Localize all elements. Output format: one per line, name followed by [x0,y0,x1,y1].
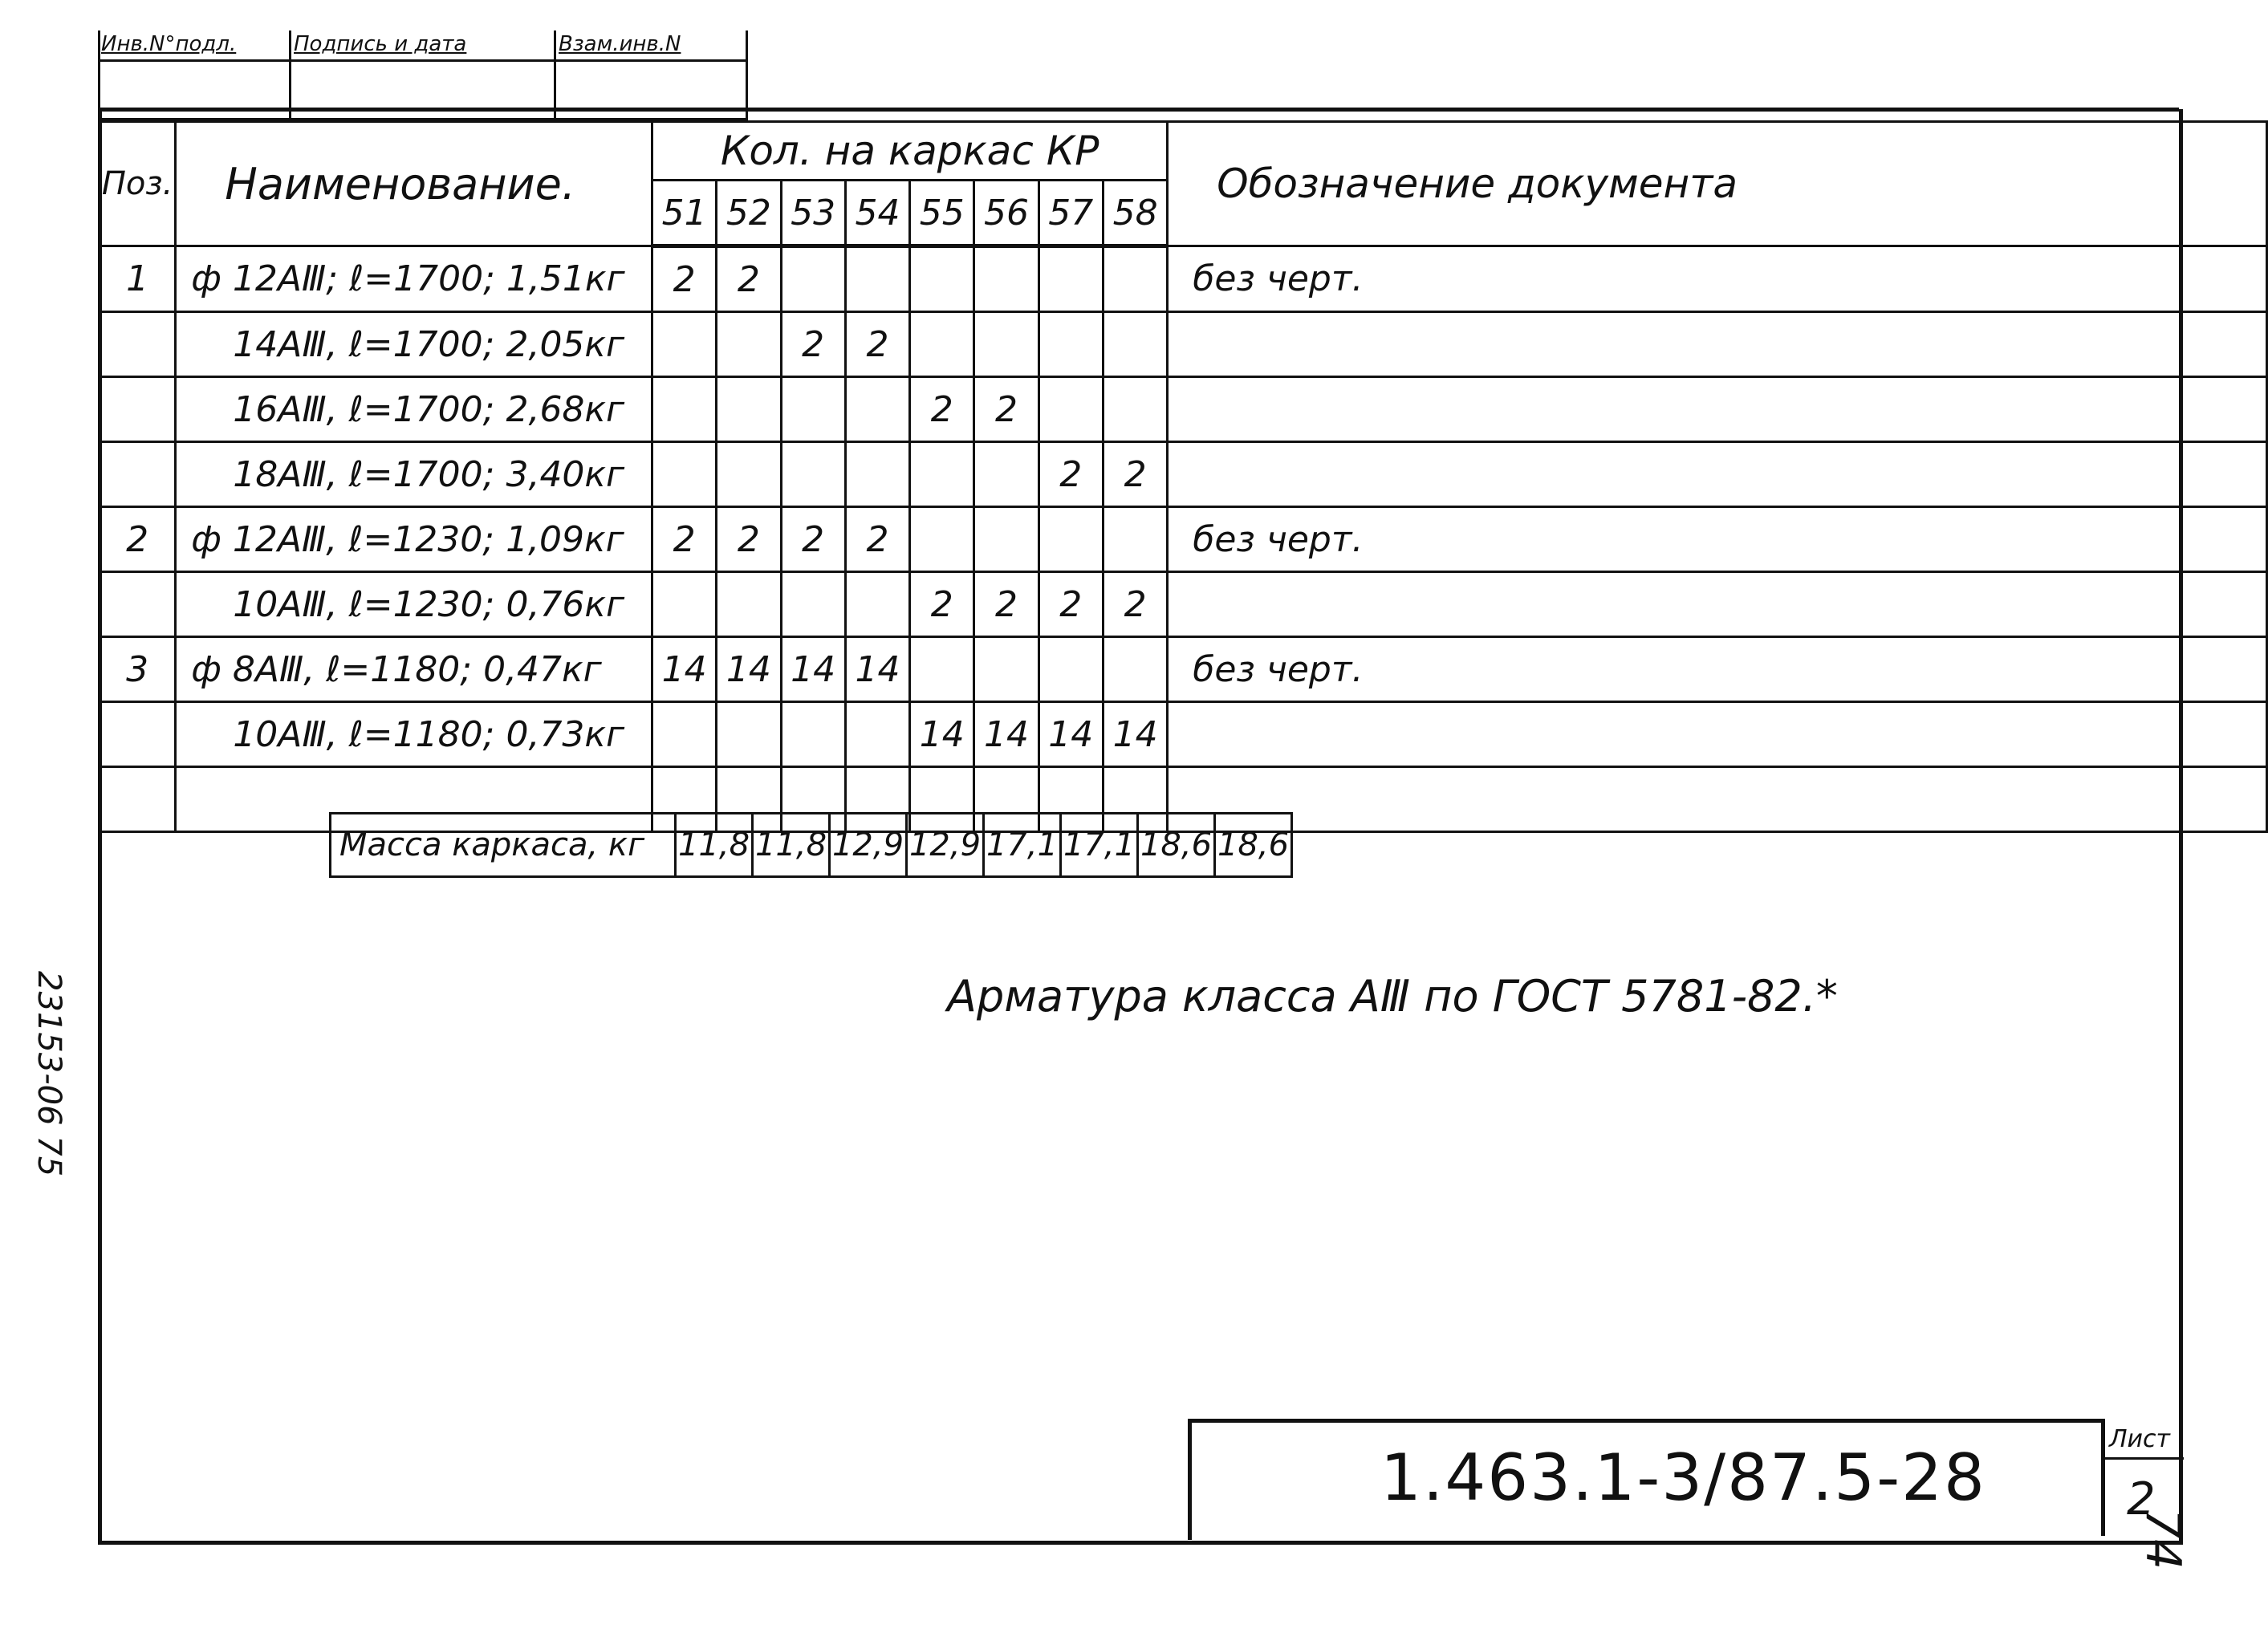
qty-cell [845,572,909,637]
qty-cell [910,442,974,507]
qty-col-header: 52 [717,181,781,246]
qty-cell [1038,377,1103,442]
qty-col-header: 57 [1038,181,1103,246]
specification-table [98,120,2268,833]
table-row [100,312,2267,377]
col-doc-header: Обозначение документа [1168,122,2267,246]
qty-cell [974,442,1038,507]
qty-cell [652,377,716,442]
qty-cell [652,312,716,377]
qty-cell [1038,246,1103,312]
qty-cell [1038,637,1103,702]
mass-value: 18,6 [1138,814,1215,877]
mass-row [329,812,1293,878]
qty-cell [717,442,781,507]
doc-cell [1168,702,2267,767]
position-cell [100,377,176,442]
qty-cell: 2 [1038,442,1103,507]
document-code: 1.463.1-3/87.5-28 [1380,1440,1986,1515]
position-cell: 3 [100,637,176,702]
mass-value: 11,8 [676,814,753,877]
stamp-header-inv: Инв.N°подл. [101,32,237,56]
qty-cell [974,507,1038,572]
doc-cell [1168,377,2267,442]
col-name-header: Наименование. [176,122,652,246]
doc-cell [1168,767,2267,832]
qty-cell [781,246,845,312]
mass-value: 17,1 [984,814,1061,877]
position-cell [100,442,176,507]
side-inventory-number: 23153-06 75 [30,971,67,1177]
qty-col-header: 51 [652,181,716,246]
name-cell: 10АⅢ, ℓ=1230; 0,76кг [176,572,652,637]
table-row [100,702,2267,767]
qty-cell: 2 [1103,442,1167,507]
qty-cell: 2 [781,507,845,572]
qty-cell [781,442,845,507]
qty-cell [781,702,845,767]
position-cell [100,767,176,832]
qty-cell [781,572,845,637]
name-cell: ф 12АⅢ, ℓ=1230; 1,09кг [176,507,652,572]
qty-cell: 2 [652,246,716,312]
qty-cell: 14 [974,702,1038,767]
qty-cell: 14 [845,637,909,702]
position-cell [100,312,176,377]
mass-value: 12,9 [907,814,984,877]
qty-cell [717,312,781,377]
qty-cell [1103,377,1167,442]
doc-cell [1168,572,2267,637]
sheet-label: Лист [2109,1425,2171,1453]
qty-cell [1038,507,1103,572]
rebar-note: Арматура класса АⅢ по ГОСТ 5781-82.* [947,971,1838,1022]
position-cell [100,572,176,637]
table-row [100,377,2267,442]
qty-cell: 2 [974,377,1038,442]
doc-cell [1168,442,2267,507]
qty-cell: 14 [1103,702,1167,767]
table-row [100,442,2267,507]
qty-cell [1103,637,1167,702]
qty-cell [781,377,845,442]
qty-cell [910,637,974,702]
name-cell: ф 12АⅢ; ℓ=1700; 1,51кг [176,246,652,312]
qty-cell: 2 [1038,572,1103,637]
qty-cell [974,246,1038,312]
qty-cell [974,637,1038,702]
name-cell: ф 8АⅢ, ℓ=1180; 0,47кг [176,637,652,702]
qty-col-header: 55 [910,181,974,246]
qty-cell: 14 [781,637,845,702]
qty-cell: 14 [1038,702,1103,767]
position-cell: 1 [100,246,176,312]
qty-cell: 2 [845,507,909,572]
qty-col-header: 54 [845,181,909,246]
col-qty-header: Кол. на каркас КР [652,122,1167,181]
sheet-number: 2 [2127,1473,2156,1525]
qty-cell [652,572,716,637]
doc-cell: без черт. [1168,246,2267,312]
qty-cell [652,702,716,767]
qty-cell [845,702,909,767]
table-row [100,246,2267,312]
doc-cell: без черт. [1168,637,2267,702]
qty-cell: 14 [652,637,716,702]
qty-cell: 2 [717,246,781,312]
position-cell [100,702,176,767]
qty-cell [845,246,909,312]
qty-cell [845,377,909,442]
qty-cell [717,572,781,637]
col-pos-header: Поз. [100,122,176,246]
qty-cell [974,312,1038,377]
qty-cell [652,442,716,507]
qty-cell: 14 [910,702,974,767]
mass-value: 11,8 [753,814,830,877]
stamp-header-sign: Подпись и дата [294,32,467,56]
qty-cell [910,507,974,572]
qty-cell [717,702,781,767]
qty-cell: 2 [652,507,716,572]
qty-cell [717,377,781,442]
page-number: 74 [2135,1509,2191,1570]
name-cell: 18АⅢ, ℓ=1700; 3,40кг [176,442,652,507]
stamp-header-replace: Взам.инв.N [559,32,681,56]
qty-cell [1038,312,1103,377]
mass-value: 17,1 [1061,814,1138,877]
qty-col-header: 58 [1103,181,1167,246]
name-cell: 10АⅢ, ℓ=1180; 0,73кг [176,702,652,767]
name-cell: 14АⅢ, ℓ=1700; 2,05кг [176,312,652,377]
qty-cell: 2 [781,312,845,377]
table-row [100,637,2267,702]
qty-cell [910,312,974,377]
position-cell: 2 [100,507,176,572]
qty-cell: 2 [910,377,974,442]
qty-cell: 2 [845,312,909,377]
qty-cell [1103,312,1167,377]
qty-cell: 14 [717,637,781,702]
qty-cell: 2 [717,507,781,572]
table-row [100,572,2267,637]
qty-cell: 2 [910,572,974,637]
frame-top-line [98,108,2179,112]
doc-cell [1168,312,2267,377]
qty-col-header: 53 [781,181,845,246]
mass-value: 18,6 [1215,814,1292,877]
mass-value: 12,9 [830,814,907,877]
header-row-1 [100,122,2267,181]
qty-col-header: 56 [974,181,1038,246]
mass-label: Масса каркаса, кг [331,814,676,877]
name-cell: 16АⅢ, ℓ=1700; 2,68кг [176,377,652,442]
qty-cell [1103,507,1167,572]
qty-cell: 2 [974,572,1038,637]
qty-cell [910,246,974,312]
qty-cell: 2 [1103,572,1167,637]
qty-cell [1103,246,1167,312]
table-row [100,507,2267,572]
doc-cell: без черт. [1168,507,2267,572]
qty-cell [845,442,909,507]
